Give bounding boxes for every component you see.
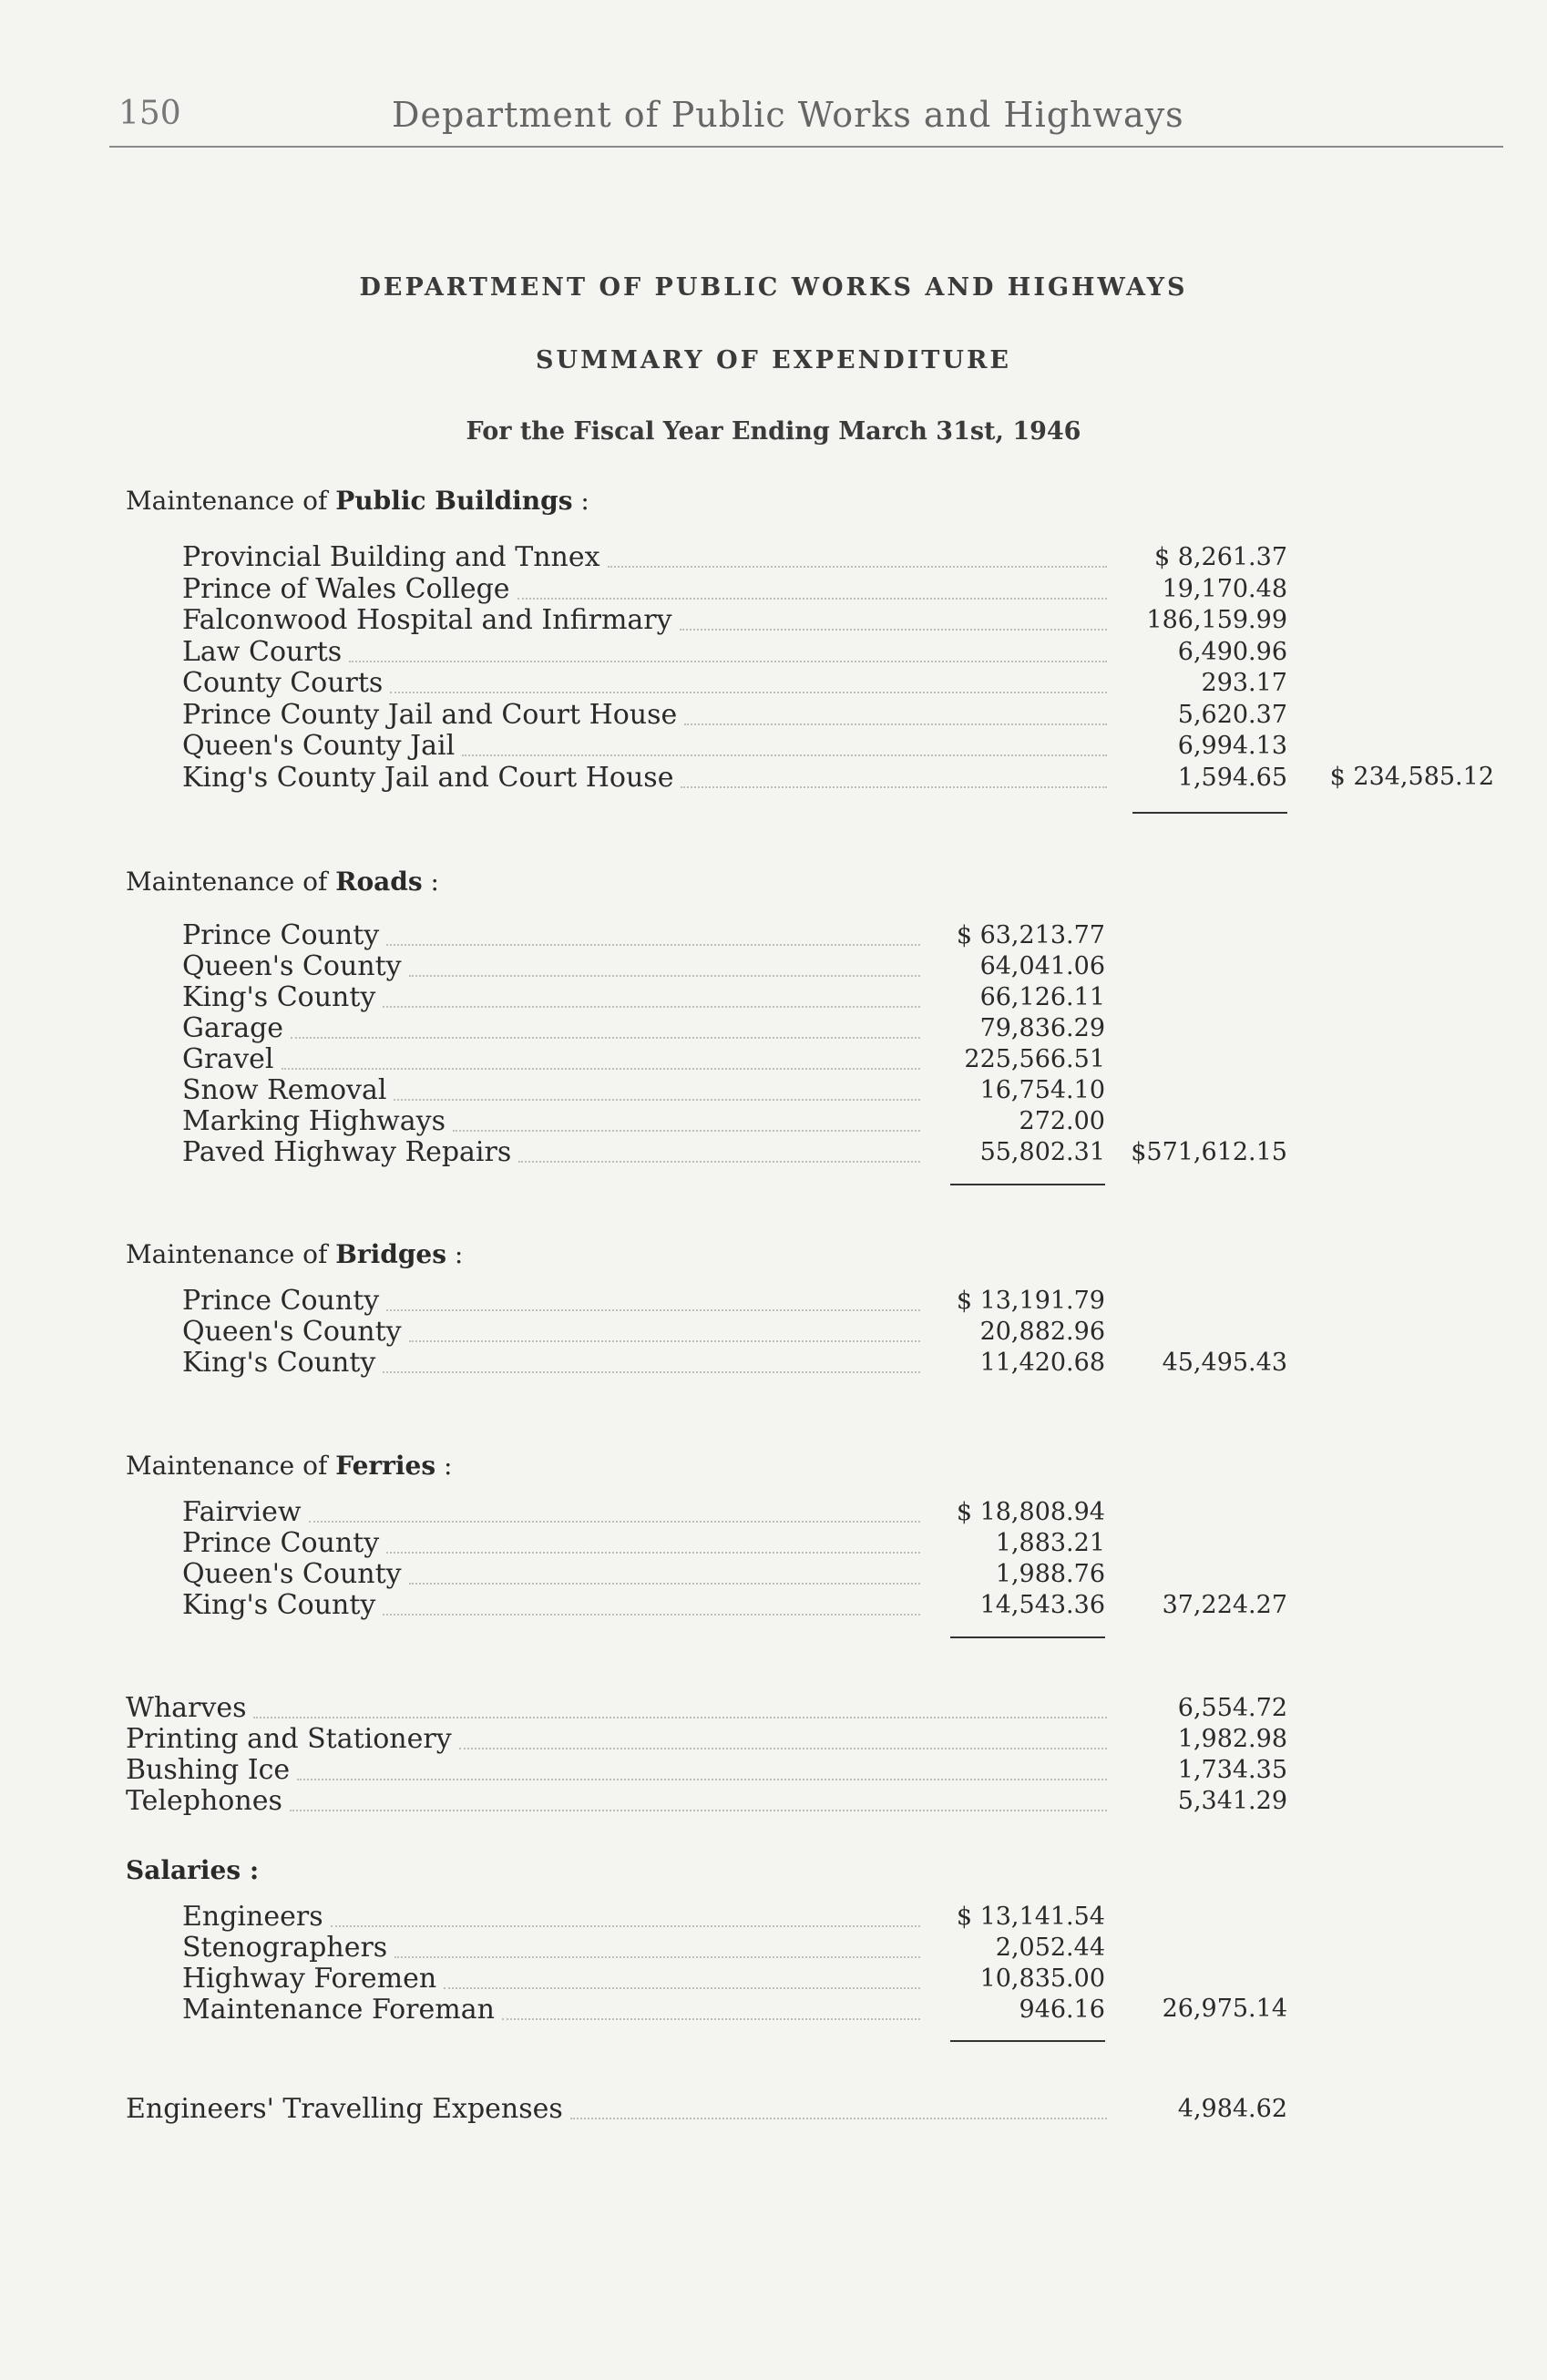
item-amount: 6,994.13	[1177, 732, 1287, 760]
bridges-heading	[126, 1239, 463, 1269]
bridges-total: 45,495.43	[1162, 1349, 1287, 1377]
roads-row	[0, 1137, 1547, 1168]
item-label: Law Courts	[182, 635, 343, 668]
ferries-total: 37,224.27	[1162, 1591, 1287, 1619]
heading-suffix: :	[422, 867, 439, 897]
item-label: Queen's County	[182, 1558, 402, 1590]
misc-row	[0, 1786, 1547, 1817]
dot-leader	[608, 566, 1107, 568]
item-amount: $ 13,191.79	[956, 1287, 1105, 1315]
buildings-row	[0, 700, 1547, 731]
item-label: Provincial Building and Tnnex	[182, 541, 600, 573]
dot-leader	[409, 1583, 920, 1585]
roads-row	[0, 951, 1547, 982]
item-label: County Courts	[182, 667, 384, 699]
dot-leader	[680, 629, 1107, 631]
buildings-heading	[126, 486, 589, 516]
item-amount: 66,126.11	[979, 983, 1105, 1011]
roads-row	[0, 982, 1547, 1013]
item-amount: 1,734.35	[1177, 1756, 1287, 1784]
dot-leader	[282, 1068, 920, 1070]
dot-leader	[291, 1037, 920, 1039]
heading-suffix: :	[572, 486, 589, 516]
item-amount: 293.17	[1201, 669, 1287, 697]
item-amount: 4,984.62	[1177, 2095, 1287, 2123]
item-label: Bushing Ice	[126, 1754, 291, 1786]
item-amount: 10,835.00	[979, 1965, 1105, 1993]
item-amount: 11,420.68	[979, 1349, 1105, 1377]
dot-leader	[502, 2018, 920, 2020]
item-amount: 6,490.96	[1177, 637, 1287, 666]
dot-leader	[349, 661, 1107, 662]
roads-row	[0, 1044, 1547, 1075]
buildings-row	[0, 763, 1547, 794]
ferries-heading	[126, 1451, 452, 1481]
dot-leader	[383, 1371, 920, 1373]
item-amount: $ 13,141.54	[956, 1903, 1105, 1931]
item-label: King's County	[182, 1347, 376, 1379]
bridges-row	[0, 1286, 1547, 1317]
dot-leader	[383, 1006, 920, 1008]
item-label: Wharves	[126, 1692, 247, 1724]
heading-prefix: Maintenance of	[126, 867, 336, 897]
bridges-row	[0, 1348, 1547, 1379]
roads-row	[0, 1106, 1547, 1137]
item-amount: 1,594.65	[1177, 763, 1287, 792]
roads-row	[0, 1013, 1547, 1044]
roads-total: $571,612.15	[1131, 1138, 1287, 1166]
roads-row	[0, 1075, 1547, 1106]
item-label: Telephones	[126, 1785, 282, 1817]
item-label: Prince County Jail and Court House	[182, 698, 678, 731]
dot-leader	[409, 1340, 920, 1342]
dot-leader	[290, 1810, 1107, 1811]
misc-row	[0, 1755, 1547, 1786]
dot-leader	[386, 944, 920, 946]
dot-leader	[444, 1987, 920, 1989]
item-amount: 20,882.96	[979, 1318, 1105, 1346]
buildings-row	[0, 668, 1547, 699]
dot-leader	[517, 598, 1107, 600]
salaries-row	[0, 1964, 1547, 1995]
dot-leader	[390, 692, 1107, 693]
item-amount: $ 18,808.94	[956, 1498, 1105, 1526]
item-amount: 19,170.48	[1162, 574, 1287, 603]
item-amount: 79,836.29	[979, 1014, 1105, 1042]
dot-leader	[394, 1099, 920, 1101]
item-amount: 1,883.21	[995, 1529, 1105, 1557]
salaries-row	[0, 1995, 1547, 2026]
item-label: Gravel	[182, 1043, 274, 1075]
item-amount: 55,802.31	[979, 1138, 1105, 1166]
item-label: Prince County	[182, 919, 380, 951]
item-label: Highway Foremen	[182, 1963, 437, 1995]
item-label: Falconwood Hospital and Infirmary	[182, 604, 672, 636]
dot-leader	[518, 1161, 920, 1163]
dot-leader	[253, 1717, 1107, 1718]
item-amount: 5,341.29	[1177, 1787, 1287, 1815]
heading-bold: Bridges	[335, 1239, 447, 1269]
heading-suffix: :	[435, 1451, 453, 1481]
salaries-row	[0, 1933, 1547, 1964]
item-amount: 6,554.72	[1177, 1694, 1287, 1722]
heading-suffix: :	[446, 1239, 464, 1269]
roads-heading	[126, 867, 439, 897]
item-amount: 16,754.10	[979, 1076, 1105, 1104]
item-amount: 272.00	[1019, 1107, 1105, 1135]
item-label: Queen's County	[182, 950, 402, 982]
dot-leader	[570, 2118, 1107, 2119]
buildings-row	[0, 605, 1547, 636]
buildings-subtotal-rule	[1132, 812, 1287, 814]
heading-prefix: Maintenance of	[126, 1239, 336, 1269]
dot-leader	[409, 975, 920, 977]
running-head: Department of Public Works and Highways	[392, 95, 1184, 135]
item-amount: 64,041.06	[979, 952, 1105, 980]
heading-bold: Ferries	[335, 1451, 436, 1481]
salaries-row	[0, 1902, 1547, 1933]
item-amount: 5,620.37	[1177, 700, 1287, 729]
item-label: Queen's County Jail	[182, 730, 456, 762]
item-label: Fairview	[182, 1496, 302, 1528]
item-label: King's County Jail and Court House	[182, 761, 674, 794]
item-label: Prince County	[182, 1527, 380, 1559]
item-label: King's County	[182, 981, 376, 1013]
item-label: Prince County	[182, 1285, 380, 1317]
heading-prefix: Maintenance of	[126, 486, 336, 516]
summary-title: SUMMARY OF EXPENDITURE	[536, 346, 1011, 374]
item-amount: 1,982.98	[1177, 1725, 1287, 1753]
item-label: Stenographers	[182, 1932, 388, 1964]
salaries-total: 26,975.14	[1162, 1995, 1287, 2023]
salaries-subtotal-rule	[950, 2040, 1105, 2042]
buildings-row	[0, 731, 1547, 762]
ferries-subtotal-rule	[950, 1636, 1105, 1638]
travelling-row	[0, 2094, 1547, 2125]
item-label: Engineers' Travelling Expenses	[126, 2093, 563, 2125]
dot-leader	[462, 754, 1107, 756]
item-label: Queen's County	[182, 1316, 402, 1348]
dot-leader	[681, 786, 1107, 788]
buildings-row	[0, 574, 1547, 605]
item-amount: 1,988.76	[995, 1560, 1105, 1588]
heading-bold: Public Buildings	[335, 486, 573, 516]
fiscal-year-title: For the Fiscal Year Ending March 31st, 1946	[466, 417, 1081, 446]
ferries-row	[0, 1559, 1547, 1590]
dot-leader	[386, 1309, 920, 1311]
dot-leader	[459, 1748, 1107, 1749]
dot-leader	[386, 1552, 920, 1554]
item-label: Engineers	[182, 1901, 323, 1933]
item-amount: $ 63,213.77	[956, 921, 1105, 949]
dot-leader	[297, 1779, 1107, 1780]
item-amount: $ 8,261.37	[1154, 543, 1287, 571]
heading-prefix: Maintenance of	[126, 1451, 336, 1481]
heading-bold: Roads	[335, 867, 423, 897]
dot-leader	[309, 1521, 920, 1523]
buildings-row	[0, 637, 1547, 668]
item-amount: 186,159.99	[1146, 606, 1287, 634]
item-amount: 225,566.51	[964, 1045, 1105, 1073]
misc-row	[0, 1724, 1547, 1755]
item-label: Snow Removal	[182, 1074, 387, 1106]
item-label: Maintenance Foreman	[182, 1994, 495, 2026]
bridges-row	[0, 1317, 1547, 1348]
dot-leader	[331, 1925, 920, 1927]
buildings-total: $ 234,585.12	[1329, 763, 1494, 791]
item-label: King's County	[182, 1589, 376, 1621]
department-title: DEPARTMENT OF PUBLIC WORKS AND HIGHWAYS	[359, 273, 1188, 302]
item-amount: 2,052.44	[995, 1934, 1105, 1962]
dot-leader	[684, 723, 1107, 725]
item-label: Paved Highway Repairs	[182, 1136, 512, 1168]
item-label: Prince of Wales College	[182, 572, 510, 605]
item-amount: 946.16	[1019, 1995, 1105, 2024]
page-number: 150	[118, 95, 181, 132]
page-header	[109, 91, 1503, 148]
ferries-row	[0, 1497, 1547, 1528]
item-label: Garage	[182, 1012, 284, 1044]
ferries-row	[0, 1590, 1547, 1621]
dot-leader	[453, 1130, 920, 1132]
roads-row	[0, 920, 1547, 951]
misc-row	[0, 1693, 1547, 1724]
buildings-row	[0, 542, 1547, 573]
item-label: Marking Highways	[182, 1105, 446, 1137]
item-amount: 14,543.36	[979, 1591, 1105, 1619]
ferries-row	[0, 1528, 1547, 1559]
salaries-heading: Salaries :	[126, 1855, 260, 1885]
dot-leader	[383, 1614, 920, 1616]
item-label: Printing and Stationery	[126, 1723, 452, 1755]
dot-leader	[394, 1956, 920, 1958]
roads-subtotal-rule	[950, 1184, 1105, 1185]
